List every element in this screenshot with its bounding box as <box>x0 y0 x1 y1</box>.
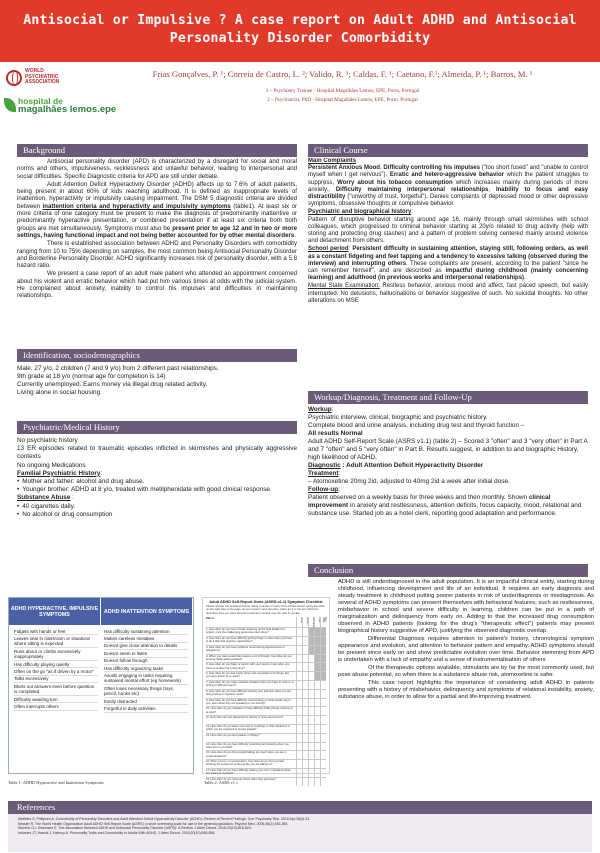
asrs-question: 17. How often do you have difficulty waiting your turn in situations when turn taking is required? <box>206 768 291 776</box>
asrs-question-row <box>206 759 326 768</box>
table-cell: Often on the go "as if driven by a motor" <box>14 668 98 675</box>
substance-abuse-title: Substance Abuse : <box>17 494 74 502</box>
asrs-checkbox[interactable] <box>320 690 326 698</box>
table-cell: Forgetful in daily activities <box>104 705 188 712</box>
psych-history-heading: Psychiatric/Medical History <box>17 421 297 434</box>
hospital-logo <box>4 96 117 118</box>
reference-item: Kessler R. The World Health Organization Adult ADHD Self-Report Scale (ASRS): a short screening scale for use in the general population. Psychol Med. 2005;35(2):245-256. <box>18 821 289 826</box>
asrs-question: 15. How often do you find yourself talking too much when you are in social situations? <box>206 751 287 758</box>
asrs-question: 6. How often do you feel overly active and compelled to do things, like you were driven by a motor? <box>206 672 290 679</box>
treatment-title: Treatment: <box>308 470 341 477</box>
asrs-header-row <box>206 617 326 627</box>
main-complaints-text: Persistent Anxious Mood. Difficulty controlling his impulses ("too short fused" and "unable to control myself when I get nervous"). Erratic and hetero-aggressive behavior which the patient struggles to suppress, Worry about his tobacco consumption which increases mainly during periods of more anxiety., Difficulty maintaining interpersonal relationships, Inability to focus and easy distractibility ("unworthy of trust, forgetful"). Denies complaints of depressed mood or other depressive symptoms, obsessive thoughts or compulsive behavior <box>308 165 588 208</box>
school-period-text: School period: Persistent difficulty in sustaining attention, staying still, following orders, as well as a constant fidgeting and feet tapping and a tendency to excessive talking (observed during the interview) and interrupting others. These complaints are present, according to the patient "since he can remember himself", and are described as impactful during childhood (mainly concerning learning) and adulthood (in previous works and interpersonal relationships). <box>308 246 588 282</box>
asrs-question: 4. When you have a task that requires a lot of thought, how often do you avoid or delay getting started? <box>206 654 292 661</box>
asrs-question-row <box>206 733 326 742</box>
asrs-question-row <box>206 698 326 707</box>
globe-icon <box>6 70 22 86</box>
background-body <box>17 158 297 340</box>
asrs-question-row <box>206 671 326 680</box>
asrs-checkbox[interactable] <box>320 681 326 689</box>
asrs-col-label: Very Often <box>320 617 326 627</box>
psych-history-line: No ongoing Medications <box>17 461 86 469</box>
table2-caption: Table 2: ASRS v1.1 <box>204 780 239 785</box>
table-body <box>9 625 193 716</box>
table-header-inattention: ADHD INATTENTION SYMPTOMS <box>101 598 193 625</box>
asrs-checkbox[interactable] <box>320 637 326 645</box>
asrs-question: 3. How often do you have problems remembering appointments or obligations? <box>206 645 285 653</box>
inattention-column <box>101 627 191 714</box>
table-cell: Has difficulty sustaining attention <box>104 628 188 635</box>
header-band <box>0 62 600 138</box>
hospital-logo-line2: magalhães lemos.epe <box>18 104 117 115</box>
asrs-question-row <box>206 742 326 751</box>
background-heading: Background <box>17 144 297 157</box>
reference-item: Storebo OJ, Simonsen E. The Association Between ADHD and Antisocial Personality Disorder (ASPD): A Review. J Atten Disord. 2016;20(10):815-824. <box>18 826 252 831</box>
asrs-checkbox[interactable] <box>320 672 326 680</box>
asrs-question: 7. How often do you make careless mistakes when you have to work on a boring or difficult project? <box>206 681 294 688</box>
asrs-question: 18. How often do you interrupt others when they are busy? <box>206 777 276 781</box>
background-p4: We present a case report of an adult male patient who attended an appointment concerned about his violent and erratic behavior which had put him various times at odds with the judicial system. He complained about anxiety, inability to control his impulses and difficulties in maintaining relationships. <box>17 270 297 300</box>
main-complaints-title: Main Complaints <box>308 158 357 164</box>
asrs-question-row <box>206 654 326 663</box>
table-cell: Talks excessively <box>14 676 98 683</box>
workup-title: Workup: <box>308 406 334 413</box>
clinical-heading: Clinical Course <box>308 144 588 157</box>
table-cell: Makes careless mistakes <box>104 635 188 642</box>
psych-history-line: No psychiatric history <box>17 437 78 444</box>
asrs-checkbox[interactable] <box>320 716 326 724</box>
list-item: • Younger brother: ADHD at 8 y/o, treated with metilphenidate with good clinical response. <box>17 486 297 494</box>
table-cell: Often loses necessary things (toys, pencil, books etc) <box>104 685 188 698</box>
table-cell: Doesnt give close attention to details <box>104 643 188 650</box>
table-header-hyperactive: ADHD HYPERACTIVE, IMPULSIVE SYMPTOMS <box>9 598 101 625</box>
family-history-list <box>17 478 297 494</box>
asrs-question-row <box>206 680 326 689</box>
asrs-question: 2. How often do you have difficulty getting things in order when you have to do a task that requires organization? <box>206 637 293 644</box>
references-body <box>8 814 592 852</box>
table-cell: Easily distracted <box>104 698 188 705</box>
asrs-question-row <box>206 750 326 759</box>
workup-line: Psychiatric interview, clinical, biographic and psychiatric history. <box>308 414 488 421</box>
asrs-checkbox[interactable] <box>320 725 326 733</box>
adhd-symptoms-table <box>8 597 194 774</box>
affiliation-1: 1 – Psychiatry Trainee - Hospital Magalhães Lemos, EPE, Porto, Portugal <box>265 88 420 94</box>
asrs-checkbox[interactable] <box>320 743 326 751</box>
asrs-question-row <box>206 627 326 636</box>
list-item: • Mother and father: alcohol and drug abuse. <box>17 478 297 486</box>
asrs-question-row <box>206 715 326 724</box>
table-header <box>9 598 193 625</box>
asrs-question: 8. How often do you have difficulty keeping your attention when you are doing boring or repetitive work? <box>206 689 291 696</box>
background-p1: Antisocial personality disorder (APD) is characterized by a disregard for social and moral norms and others, impulsiveness, recklessness and unlawful behavior, leading to interpersonal and social difficulties. Specific Diagnostic criteria for APD are still under debate. <box>17 158 297 180</box>
asrs-question-row <box>206 662 326 671</box>
asrs-col-label: Sometimes <box>308 617 314 627</box>
background-p3: There is established association between ADHD and Personality Disorders with comorbidity ranging from 10 to 75% depending on samples, the most common being Antisocial Personality Disorder and Borderline Personality Disorder. ADHD significantly increases risk of personality disorder, with a 5.8 hazard ratio. <box>17 240 297 270</box>
reference-item: Instanes JT, Haavik J, Halmoy A. Personality Traits and Comorbidity in Adults With ADHD. J Atten Disord. 2016;20(10):845-854. <box>18 830 216 835</box>
substance-list <box>17 503 297 519</box>
asrs-col-label: Rarely <box>302 617 308 627</box>
asrs-question: 13. How often do you feel restless or fidgety? <box>206 733 260 737</box>
asrs-question: 12. How often do you leave your seat in meetings or other situations in which you are expected to remain seated? <box>206 724 290 732</box>
asrs-checklist <box>202 597 330 781</box>
identification-heading: Identification, sociodemographics <box>17 349 297 362</box>
asrs-question-row <box>206 724 326 733</box>
asrs-checkbox[interactable] <box>320 655 326 663</box>
table-cell: Doesnt follow through <box>104 658 188 665</box>
asrs-question: 5. How often do you fidget or squirm with your hands or feet when you have to sit down for a long time? <box>206 663 290 670</box>
identification-line: Currently unemployed. Earns money via illegal drug related activity. <box>17 381 208 388</box>
asrs-question: 11. How often are you distracted by activity or noise around you? <box>206 716 284 720</box>
asrs-checkbox[interactable] <box>320 663 326 671</box>
conclusion-body <box>338 579 594 793</box>
table-cell: Leaves seat in classroom or situations where sitting is expected <box>14 635 98 648</box>
asrs-checkbox[interactable] <box>320 751 326 759</box>
asrs-col-label: Often <box>314 617 320 627</box>
wpa-logo-text: WORLD PSYCHIATRIC ASSOCIATION <box>25 68 60 86</box>
mse-text: Mental State Examination: Restless behavior, anxious mood and affect, fast paced speech, but easily interrupted. No delusions, hallucinations or behavior suggestive of such. No suicidal thoughts. No other alterations on MSE <box>308 283 588 304</box>
title-banner <box>0 0 600 62</box>
reference-item: Matthies S, Philipsen A. Comorbidity of Personality Disorders and Adult Attention Deficit Hyperactivity Disorder (ADHD)--Review of Recent Findings. Curr Psychiatry Rep. 2016 Apr;18(4):33. <box>18 817 310 821</box>
followup-title: Follow-up: <box>308 486 340 493</box>
asrs-question-row <box>206 768 326 777</box>
asrs-question-row <box>206 689 326 698</box>
table-cell: Has difficulty organizing tasks <box>104 665 188 672</box>
asrs-question-row <box>206 645 326 654</box>
list-item: • 40 cigarettes daily. <box>17 503 297 511</box>
list-item: • No alcohol or drug consumption <box>17 511 297 519</box>
table-cell: Fidgets with hands or feet <box>14 628 98 635</box>
asrs-subtitle: Please answer the questions below, rating yourself on each of the criteria shown using the scale on the right side of the page. As you answer each question, place an X in the box that best describes how you have felt and conducted yourself over the past 6 months. <box>206 604 325 615</box>
wpa-logo <box>4 66 58 100</box>
asrs-part-a: Part A <box>206 617 214 621</box>
asrs-checkbox[interactable] <box>320 707 326 715</box>
asrs-checkbox[interactable] <box>320 699 326 707</box>
biographical-text: Pattern of disruptive behavior starting around age 16, mainly through small skirmishes with school colleagues, which progressed to criminal behavior starting at 20y/o related to drug activity (help with storing and protecting drug stashes) and a pattern of problem solving centered mainly around violence and detachment from others. <box>308 216 588 245</box>
table1-caption: Table 1: ADHD Hyperactive and Inattention Symptoms <box>8 780 104 785</box>
table-cell: Blurts out answers even before question is completed <box>14 683 98 696</box>
biographical-title: Psychiatric and biographical history: <box>308 209 414 216</box>
asrs-question: 16. When you're in a conversation, how often do you find yourself finishing the sentences of the people you are talking to? <box>206 760 284 767</box>
asrs-checkbox[interactable] <box>320 628 326 636</box>
authors: Frias Gonçalves, P. ¹; Correia de Castro, L. ²; Valido, R. ¹; Caldas, F. ¹; Caetano, F.¹; Almeida, P. ¹; Barros, M. ¹ <box>152 69 533 79</box>
asrs-question: 10. How often do you misplace or have difficulty finding things at home or at work? <box>206 707 294 714</box>
table-cell: Avoids engaging in tasks requiring sustained mental effort (eg homework) <box>104 672 188 685</box>
conclusion-p2: Differential Diagnosis requires attention to patient's history, chronological symptom appearance and evolution, and attention to behavior pattern and empathy. ADHD symptoms should be present since early on and show predictable evolution over time. Behavior stemming from APD is undertaken with a lack of empathy and a sense of instrumentalisation of others <box>338 636 594 663</box>
affiliation-2: 2 – Psychiatrist, PhD - Hospital Magalhães Lemos, EPE, Porto, Portugal <box>267 97 418 103</box>
poster-title: Antisocial or Impulsive ? A case report on Adult ADHD and Antisocial Personality Disorder Comorbidity <box>23 13 577 46</box>
hospital-logo-line1: hospital de <box>18 96 63 106</box>
identification-line: 9th grade at 18 y/o (normal age for completion is 14) <box>17 373 166 380</box>
asrs-checkbox[interactable] <box>320 760 326 768</box>
asrs-rows <box>206 627 326 785</box>
table-cell: Has difficulty playing quietly <box>14 661 98 668</box>
table-cell: Often interrupts others <box>14 703 98 710</box>
conclusion-p4: This case report highlights the importance of considering adult ADHD in patients presenting with a history of misbehavior, delinquency and symptoms of relational instability, anxiety, substance abuse, in order to allow for a partial and life-improving treatment. <box>338 680 594 700</box>
asrs-checkbox[interactable] <box>320 646 326 654</box>
conclusion-heading: Conclusion <box>308 564 588 577</box>
psych-history-line: 13 ER episodes related to traumatic episodes inflicted in skirmishes and physically aggressive contexts <box>17 445 297 461</box>
asrs-title: Adult ADHD Self-Report Scale (ASRS-v1.1) Symptom Checklist <box>209 600 323 604</box>
background-p2: Adult Attention Deficit Hyperactivity Disorder (ADHD) affects up to 7.6% of adult patients, being present in about 60% of kids reaching adulthood. It is defined as inappropriate levels of inattention, hyperactivity or impulsivity causing impairment. The DSM 5 diagnostic criteria are divided between inattention criteria and hyperactivity and impulsivity symptoms (table1). At least six or more criteria of one category must be present to make the diagnosis of predominantly inattentive or predominantly hyperactive presentation, or combined presentation if at least six criteria from both groups are met simultaneously. Symptoms must also be present prior to age 12 and in two or more settings, having functional impact and not being better accounted for by other mental disorders. <box>17 180 297 239</box>
workup-line: Complete blood and urine analysis, including drug test and thyroid function – <box>308 422 525 429</box>
table-cell: Difficulty awaiting turn <box>14 696 98 703</box>
workup-results: All results Normal <box>308 430 363 437</box>
asrs-question-row <box>206 706 326 715</box>
diagnostic-line: Diagnostic : Adult Attention Deficit Hyperactivity Disorder <box>308 462 484 469</box>
asrs-question: 9. How often do you have difficulty concentrating on what people say to you, even when they are speaking to you directly? <box>206 698 291 705</box>
workup-heading: Workup/Diagnosis, Treatment and Follow-Up <box>308 391 588 404</box>
asrs-col-label: Never <box>296 617 302 627</box>
identification-body <box>17 365 297 411</box>
identification-line: Living alone in social housing <box>17 389 101 396</box>
workup-body <box>308 406 588 552</box>
table-cell: Doesnt seem to listen <box>104 650 188 657</box>
psych-history-body <box>17 437 297 580</box>
asrs-question: 14. How often do you have difficulty unwinding and relaxing when you have time to yourself? <box>206 742 289 749</box>
followup-text: Patient observed on a weekly basis for three weeks and then monthly. Shown clinical improvement in anxiety and restlessness, attention deficits, focus capacity, mood, relational and substance use. Started job as a hotel clerk, reporting good adaptation and performance. <box>308 494 582 517</box>
references-heading: References <box>8 801 592 814</box>
leaf-icon <box>4 98 16 112</box>
asrs-question: 1. How often do you have trouble wrapping up the final details of a project, once the challenging parts have been done? <box>206 628 285 635</box>
clinical-body <box>308 158 588 373</box>
asrs-checkbox[interactable] <box>320 734 326 742</box>
family-history-title: Familial Psychiatric History: <box>17 469 103 477</box>
asrs-checkbox[interactable] <box>320 769 326 777</box>
conclusion-p1: ADHD is still underdiagnosed in the adult population. It is an impactful clinical entity, starting during childhood, influencing development and life of an individual. It requires an early diagnosis and steady treatment in childhood putting poorer patients in risk of underdiagnosis or misdiagnosis. As several of ADHD symptoms can present themselves with behavioral features, such as restlessness, misbehavior in school and severe difficulty in learning, children can be put in a path of marginalization and delinquency from early on. Adding to that the increased drug consumption observed in ADHD patients (looking for the drug's "therapeutic effect") patients may present biographical history suggestive of APD, justifying the observed diagnostic overlap. <box>338 579 594 634</box>
identification-line: Male, 27 y/o, 2 children (7 and 9 y/o) from 2 different past relationships. <box>17 365 219 372</box>
conclusion-p3: Of the therapeutic options available, stimulants are by far the most commonly used, but pose abuse potential, so when there is a substance abuse risk, atomoxetine is safer. <box>338 665 594 678</box>
hyperactive-column <box>11 627 101 714</box>
asrs-question-row <box>206 636 326 645</box>
asrs-checkbox[interactable] <box>320 778 326 786</box>
treatment-text: – Atomoxetine 20mg 2id, adjusted to 40mg 2id a week after initial dose. <box>308 478 510 485</box>
workup-line: Adult ADHD Self-Report Scale (ASRS v1.1) (table 2) – Scored 3 "often" and 3 "very often" in Part A and 7 "often" and 5 "very often" in Part B. Results suggest, in addition to and biographic History, high likelihood of ADHD. <box>308 438 588 461</box>
table-cell: Runs about or climbs excessively inappropriately <box>14 648 98 661</box>
